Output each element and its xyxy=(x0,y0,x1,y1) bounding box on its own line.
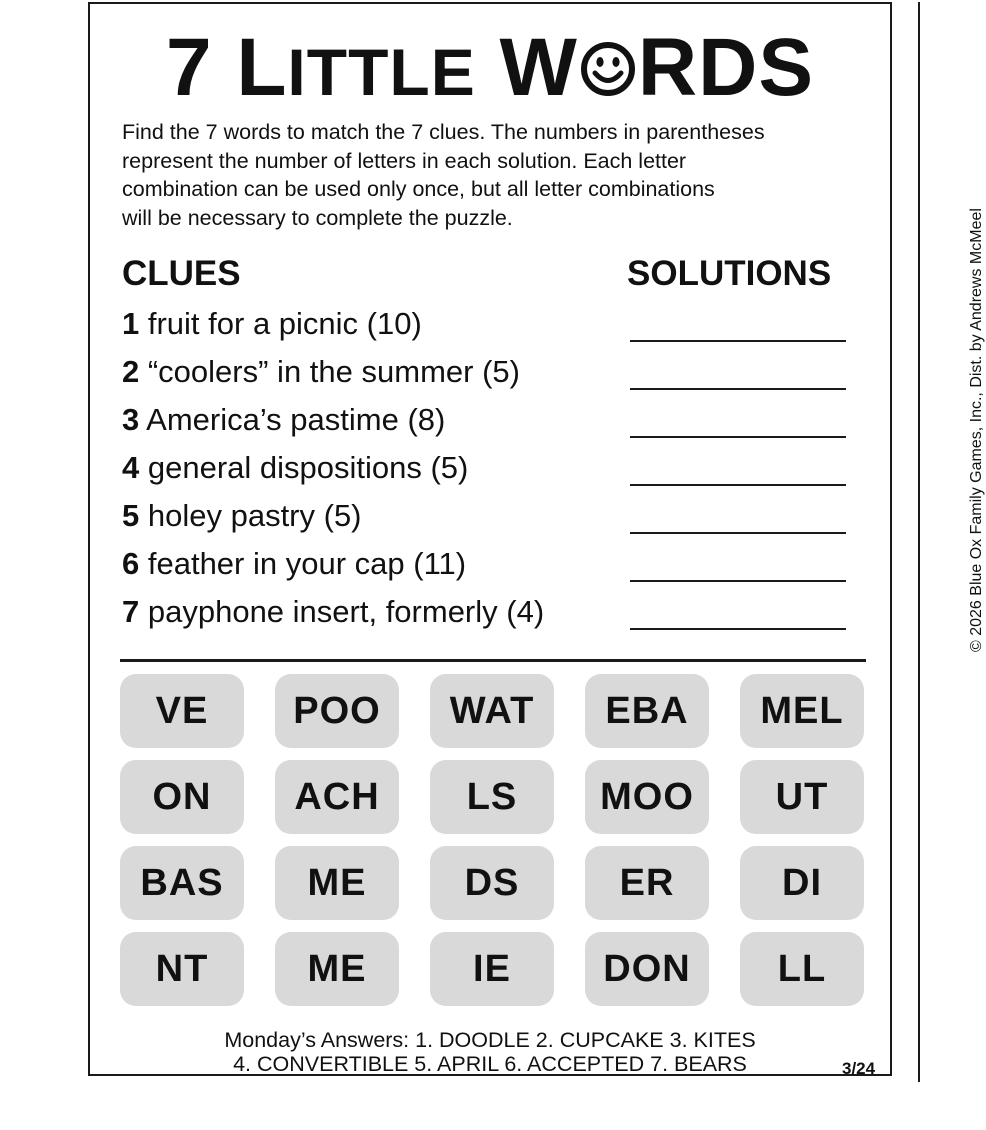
solution-line-1[interactable] xyxy=(630,340,846,342)
clue-1 xyxy=(122,306,422,342)
instructions-line: Find the 7 words to match the 7 clues. The numbers in parentheses xyxy=(122,120,765,144)
clue-2 xyxy=(122,354,520,390)
letter-tile[interactable]: EBA xyxy=(585,674,709,748)
clue-number: 6 xyxy=(122,546,140,581)
letter-tile[interactable]: LS xyxy=(430,760,554,834)
clue-number: 3 xyxy=(122,402,140,437)
clue-6 xyxy=(122,546,466,582)
letter-tile[interactable]: BAS xyxy=(120,846,244,920)
clue-text: America’s pastime (8) xyxy=(139,402,446,437)
letter-tile[interactable]: WAT xyxy=(430,674,554,748)
letter-tile[interactable]: MEL xyxy=(740,674,864,748)
clue-4 xyxy=(122,450,468,486)
instructions xyxy=(122,118,872,232)
solution-line-7[interactable] xyxy=(630,628,846,630)
letter-tile[interactable]: LL xyxy=(740,932,864,1006)
letter-tile[interactable]: IE xyxy=(430,932,554,1006)
title-part-2: ITTLE xyxy=(287,35,476,109)
letter-tile[interactable]: DS xyxy=(430,846,554,920)
clue-text: “coolers” in the summer (5) xyxy=(139,354,520,389)
letter-tile[interactable]: ACH xyxy=(275,760,399,834)
solution-line-5[interactable] xyxy=(630,532,846,534)
instructions-line: will be necessary to complete the puzzle. xyxy=(122,205,513,230)
title-part-4: RDS xyxy=(637,22,815,113)
letter-tile[interactable]: ON xyxy=(120,760,244,834)
smiley-icon xyxy=(580,41,636,97)
title-part-1: 7 L xyxy=(165,22,288,113)
instructions-line: combination can be used only once, but all letter combinations xyxy=(122,177,715,201)
clue-text: fruit for a picnic (10) xyxy=(139,306,422,341)
clue-5 xyxy=(122,498,362,534)
clue-number: 1 xyxy=(122,306,140,341)
letter-tile[interactable]: DON xyxy=(585,932,709,1006)
clue-text: holey pastry (5) xyxy=(139,498,362,533)
solution-line-3[interactable] xyxy=(630,436,846,438)
clue-3 xyxy=(122,402,445,438)
previous-answers-line-2: 4. CONVERTIBLE 5. APRIL 6. ACCEPTED 7. BEARS xyxy=(233,1052,747,1076)
clue-text: general dispositions (5) xyxy=(139,450,469,485)
clue-number: 7 xyxy=(122,594,140,629)
puzzle-title xyxy=(90,22,890,114)
instructions-line: represent the number of letters in each solution. Each letter xyxy=(122,148,687,173)
previous-answers-line-1: Monday’s Answers: 1. DOODLE 2. CUPCAKE 3. KITES xyxy=(224,1028,756,1052)
letter-tile[interactable]: VE xyxy=(120,674,244,748)
letter-tile[interactable]: MOO xyxy=(585,760,709,834)
letter-tile[interactable]: ER xyxy=(585,846,709,920)
clue-7 xyxy=(122,594,544,630)
letter-tile[interactable]: NT xyxy=(120,932,244,1006)
letter-tile[interactable]: UT xyxy=(740,760,864,834)
copyright-credit: © 2026 Blue Ox Family Games, Inc., Dist. by Andrews McMeel xyxy=(968,208,985,652)
clues-header: CLUES xyxy=(122,254,241,293)
letter-tile[interactable]: ME xyxy=(275,846,399,920)
puzzle-date: 3/24 xyxy=(842,1059,876,1078)
letter-tile[interactable]: ME xyxy=(275,932,399,1006)
letter-tile[interactable]: DI xyxy=(740,846,864,920)
solution-line-6[interactable] xyxy=(630,580,846,582)
clue-text: feather in your cap (11) xyxy=(139,546,467,581)
solutions-header: SOLUTIONS xyxy=(627,254,832,293)
puzzle-panel xyxy=(88,2,985,1078)
letter-tile[interactable]: POO xyxy=(275,674,399,748)
title-part-3: W xyxy=(475,22,578,113)
clue-number: 4 xyxy=(122,450,140,485)
solution-line-2[interactable] xyxy=(630,388,846,390)
divider-rule xyxy=(120,659,866,662)
solution-line-4[interactable] xyxy=(630,484,846,486)
clue-number: 5 xyxy=(122,498,140,533)
page-edge-rule xyxy=(918,2,920,1082)
clue-text: payphone insert, formerly (4) xyxy=(139,594,545,629)
clue-number: 2 xyxy=(122,354,140,389)
